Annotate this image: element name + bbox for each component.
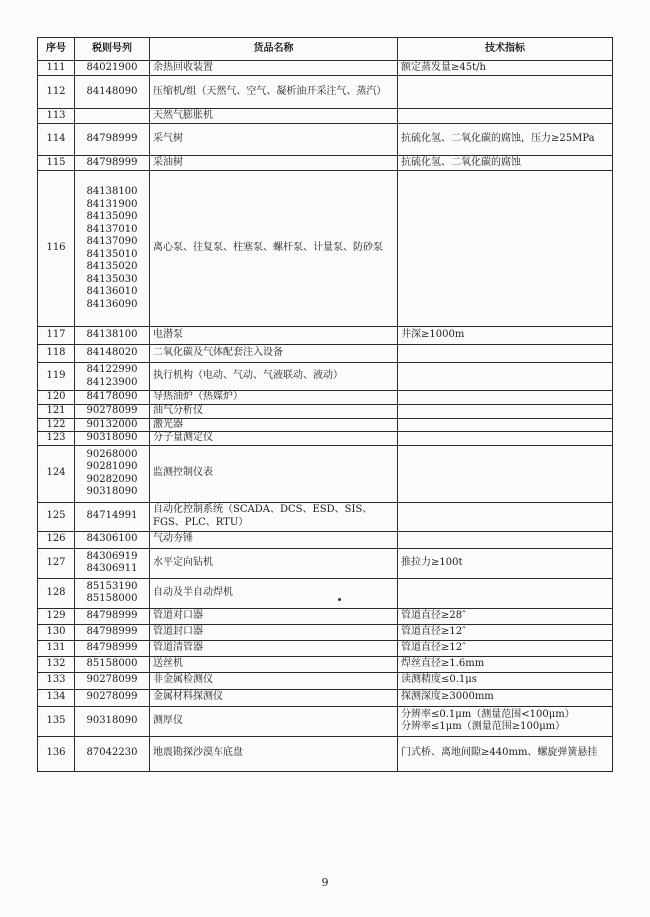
tax-code-cell	[75, 706, 150, 736]
tax-code-cell	[75, 656, 150, 672]
tech-spec-cell	[398, 656, 613, 672]
tech-spec-cell	[398, 405, 613, 419]
tech-spec: 抗硫化氢、二氧化碳的腐蚀，压力≥25MPa	[401, 133, 595, 145]
goods-name-cell	[150, 61, 398, 76]
tax-code: 84138100	[86, 329, 138, 341]
tech-spec-cell	[398, 706, 613, 736]
goods-name-cell	[150, 624, 398, 640]
tech-spec-cell	[398, 502, 613, 531]
row-number: 136	[38, 736, 75, 771]
table-row	[38, 689, 613, 706]
goods-name-cell	[150, 640, 398, 656]
tax-code: 84178090	[86, 391, 138, 403]
tax-code: 84148020	[86, 347, 138, 359]
tax-code: 85158000	[86, 593, 138, 604]
header-spec: 技术指标	[398, 38, 613, 61]
goods-name: 水平定向钻机	[153, 556, 213, 568]
table-row	[38, 502, 613, 531]
goods-name-cell	[150, 706, 398, 736]
goods-name-cell	[150, 608, 398, 624]
tax-code: 90318090	[86, 486, 138, 497]
goods-name: 采气树	[153, 133, 183, 145]
table-row	[38, 327, 613, 345]
table-row	[38, 124, 613, 156]
tax-code: 90318090	[86, 714, 138, 726]
row-number: 132	[38, 656, 75, 672]
tax-code-cell	[75, 109, 150, 124]
goods-name-cell	[150, 689, 398, 706]
tax-code: 84138100	[86, 186, 138, 197]
goods-name-cell	[150, 171, 398, 327]
tax-code: 84135020	[86, 261, 138, 272]
row-number: 116	[38, 171, 75, 327]
row-number: 121	[38, 405, 75, 419]
tech-spec: 管道直径≥28″	[401, 609, 466, 621]
row-number: 130	[38, 624, 75, 640]
tax-code: 90132000	[86, 418, 138, 430]
tax-code-cell	[75, 548, 150, 578]
tech-spec: 门式桥、离地间隙≥440mm、螺旋弹簧悬挂	[401, 747, 598, 759]
tax-code-cell	[75, 640, 150, 656]
tax-code: 90278099	[86, 405, 138, 416]
row-number: 134	[38, 689, 75, 706]
tax-code: 84306100	[86, 533, 138, 545]
row-number: 115	[38, 156, 75, 171]
tax-code-cell	[75, 445, 150, 502]
goods-name: 油气分析仪	[153, 405, 203, 416]
goods-name-cell	[150, 124, 398, 156]
tech-spec-cell	[398, 608, 613, 624]
row-number: 127	[38, 548, 75, 578]
goods-name: 导热油炉（热媒炉）	[153, 391, 243, 403]
row-number: 119	[38, 363, 75, 391]
tax-code: 90278099	[86, 674, 138, 686]
tech-spec-cell	[398, 124, 613, 156]
tax-code-cell	[75, 672, 150, 689]
row-number: 129	[38, 608, 75, 624]
table-row	[38, 624, 613, 640]
goods-name-cell	[150, 109, 398, 124]
page-number: 9	[321, 876, 329, 889]
row-number: 112	[38, 76, 75, 109]
goods-name: 采油树	[153, 156, 183, 168]
goods-name-cell	[150, 345, 398, 363]
table-row	[38, 706, 613, 736]
goods-name-cell	[150, 76, 398, 109]
tech-spec-cell	[398, 418, 613, 432]
table-row	[38, 640, 613, 656]
goods-name-cell	[150, 156, 398, 171]
tech-spec: 管道直径≥12″	[401, 641, 466, 653]
tax-code: 84798999	[86, 156, 138, 168]
table-row	[38, 391, 613, 405]
row-number: 118	[38, 345, 75, 363]
tech-spec-cell	[398, 672, 613, 689]
table-row	[38, 363, 613, 391]
tax-code-cell	[75, 405, 150, 419]
tax-code: 84306911	[86, 563, 138, 574]
tax-code: 84122990	[86, 364, 138, 375]
tech-spec-cell	[398, 109, 613, 124]
table-row	[38, 445, 613, 502]
goods-name-cell	[150, 502, 398, 531]
goods-name: 天然气膨胀机	[153, 109, 213, 121]
goods-name: 地震勘探沙漠车底盘	[153, 747, 243, 759]
table-row	[38, 736, 613, 771]
tech-spec-cell	[398, 689, 613, 706]
tech-spec-cell	[398, 445, 613, 502]
goods-name: 管道封口器	[153, 625, 203, 637]
tax-code: 90282090	[86, 473, 138, 485]
goods-name: 余热回收装置	[153, 61, 213, 73]
tech-spec-cell	[398, 76, 613, 109]
tax-code: 90278099	[86, 691, 138, 703]
table-row	[38, 61, 613, 76]
table-row	[38, 109, 613, 124]
goods-name-cell	[150, 405, 398, 419]
tax-code: 84714991	[86, 510, 138, 522]
tax-code-cell	[75, 689, 150, 706]
goods-name: 压缩机/组（天然气、空气、凝析油开采注气、蒸汽）	[153, 85, 387, 97]
goods-name: 自动及半自动焊机	[153, 586, 233, 598]
tax-code-cell	[75, 156, 150, 171]
table-row	[38, 432, 613, 446]
goods-name: 金属材料探测仪	[153, 691, 223, 703]
goods-name: 离心泵、往复泵、柱塞泵、螺杆泵、计量泵、防砂泵	[153, 242, 383, 254]
tax-code: 84798999	[86, 625, 138, 637]
tech-spec: 焊丝直径≥1.6mm	[401, 657, 485, 669]
tax-code: 85158000	[86, 657, 138, 669]
tech-spec: 井深≥1000m	[401, 329, 465, 341]
table-body	[38, 61, 613, 772]
tax-code-cell	[75, 608, 150, 624]
tax-code: 84135030	[86, 273, 138, 285]
table-row	[38, 548, 613, 578]
tax-code-cell	[75, 578, 150, 608]
tech-spec-cell	[398, 432, 613, 446]
tech-spec-cell	[398, 61, 613, 76]
goods-name: 分子量测定仪	[153, 432, 213, 443]
row-number: 111	[38, 61, 75, 76]
tax-code-cell	[75, 76, 150, 109]
tax-code: 84306919	[86, 550, 138, 562]
scan-speck	[338, 598, 341, 601]
tech-spec: 探测深度≥3000mm	[401, 691, 494, 703]
table-row	[38, 156, 613, 171]
tech-spec: 抗硫化氢、二氧化碳的腐蚀	[401, 156, 521, 168]
table-row	[38, 345, 613, 363]
goods-name-cell	[150, 391, 398, 405]
goods-name: 自动化控制系统（SCADA、DCS、ESD、SIS、FGS、PLC、RTU）	[153, 504, 373, 528]
tech-spec-cell	[398, 736, 613, 771]
tech-spec-cell	[398, 171, 613, 327]
row-number: 135	[38, 706, 75, 736]
goods-name-cell	[150, 531, 398, 548]
tech-spec-cell	[398, 363, 613, 391]
goods-name: 激光器	[153, 418, 183, 430]
tax-code-cell	[75, 61, 150, 76]
goods-name-cell	[150, 363, 398, 391]
tech-spec: 额定蒸发量≥45t/h	[401, 61, 486, 73]
goods-name: 执行机构（电动、气动、气液联动、液动）	[153, 370, 343, 382]
tech-spec: 分辨率≤0.1μm（测量范围<100μm）	[401, 708, 575, 720]
goods-name-cell	[150, 418, 398, 432]
row-number: 131	[38, 640, 75, 656]
goods-name-cell	[150, 445, 398, 502]
tax-code: 84136090	[86, 298, 138, 310]
tax-code: 90281090	[86, 461, 138, 472]
table-row	[38, 578, 613, 608]
goods-name: 管道对口器	[153, 609, 203, 621]
header-no: 序号	[38, 38, 75, 61]
goods-name-cell	[150, 432, 398, 446]
goods-name: 管道清管器	[153, 641, 203, 653]
tax-code: 84135010	[86, 248, 138, 260]
tax-code: 84131900	[86, 198, 138, 210]
goods-name: 二氧化碳及气体配套注入设备	[153, 347, 283, 359]
table-row	[38, 656, 613, 672]
tech-spec: 读测精度≤0.1μs	[401, 674, 477, 686]
row-number: 124	[38, 445, 75, 502]
tech-spec: 分辨率≤1μm（测量范围≥100μm）	[401, 721, 566, 732]
table-row	[38, 672, 613, 689]
row-number: 123	[38, 432, 75, 446]
row-number: 133	[38, 672, 75, 689]
goods-name-cell	[150, 548, 398, 578]
tax-code: 84137010	[86, 223, 138, 235]
tax-code: 84798999	[86, 641, 138, 653]
tax-code: 84123900	[86, 376, 138, 388]
row-number: 117	[38, 327, 75, 345]
tax-code: 84136010	[86, 286, 138, 297]
row-number: 126	[38, 531, 75, 548]
table-row	[38, 531, 613, 548]
tax-code-cell	[75, 531, 150, 548]
tax-code-cell	[75, 171, 150, 327]
table-row	[38, 608, 613, 624]
tax-code-cell	[75, 624, 150, 640]
row-number: 114	[38, 124, 75, 156]
tax-code-cell	[75, 502, 150, 531]
table-row	[38, 418, 613, 432]
goods-name-cell	[150, 327, 398, 345]
tech-spec-cell	[398, 531, 613, 548]
tech-spec: 推拉力≥100t	[401, 556, 463, 568]
goods-name-cell	[150, 736, 398, 771]
tax-code: 84021900	[86, 61, 138, 73]
goods-name: 监测控制仪表	[153, 467, 213, 479]
goods-name-cell	[150, 578, 398, 608]
table-row	[38, 76, 613, 109]
tax-code: 87042230	[86, 747, 138, 759]
goods-name: 气动夯锤	[153, 533, 193, 545]
tech-spec-cell	[398, 345, 613, 363]
row-number: 113	[38, 109, 75, 124]
goods-name-cell	[150, 672, 398, 689]
row-number: 128	[38, 578, 75, 608]
row-number: 120	[38, 391, 75, 405]
table-row	[38, 171, 613, 327]
table-row	[38, 405, 613, 419]
tax-code: 84798999	[86, 133, 138, 145]
goods-name: 非金属检测仪	[153, 674, 213, 686]
header-name: 货品名称	[150, 38, 398, 61]
tech-spec-cell	[398, 624, 613, 640]
table-header-row	[38, 38, 613, 61]
tech-spec-cell	[398, 391, 613, 405]
tech-spec-cell	[398, 578, 613, 608]
tech-spec-cell	[398, 640, 613, 656]
goods-name: 测厚仪	[153, 714, 183, 726]
tech-spec-cell	[398, 156, 613, 171]
goods-name: 送丝机	[153, 657, 183, 669]
row-number: 125	[38, 502, 75, 531]
goods-name: 电潜泵	[153, 329, 183, 341]
tax-code-cell	[75, 418, 150, 432]
tax-code-cell	[75, 363, 150, 391]
goods-table	[37, 37, 613, 772]
header-tax: 税则号列	[75, 38, 150, 61]
tax-code-cell	[75, 432, 150, 446]
row-number: 122	[38, 418, 75, 432]
tech-spec: 管道直径≥12″	[401, 625, 466, 637]
tax-code-cell	[75, 124, 150, 156]
tax-code: 84137090	[86, 236, 138, 247]
tech-spec-cell	[398, 327, 613, 345]
tech-spec-cell	[398, 548, 613, 578]
tax-code-cell	[75, 391, 150, 405]
tax-code-cell	[75, 736, 150, 771]
tax-code: 90268000	[86, 448, 138, 460]
tax-code-cell	[75, 345, 150, 363]
tax-code-cell	[75, 327, 150, 345]
tax-code: 84798999	[86, 609, 138, 621]
tax-code: 84135090	[86, 211, 138, 222]
tax-code: 90318090	[86, 432, 138, 443]
goods-name-cell	[150, 656, 398, 672]
tax-code: 85153190	[86, 580, 138, 592]
tax-code: 84148090	[86, 85, 138, 97]
